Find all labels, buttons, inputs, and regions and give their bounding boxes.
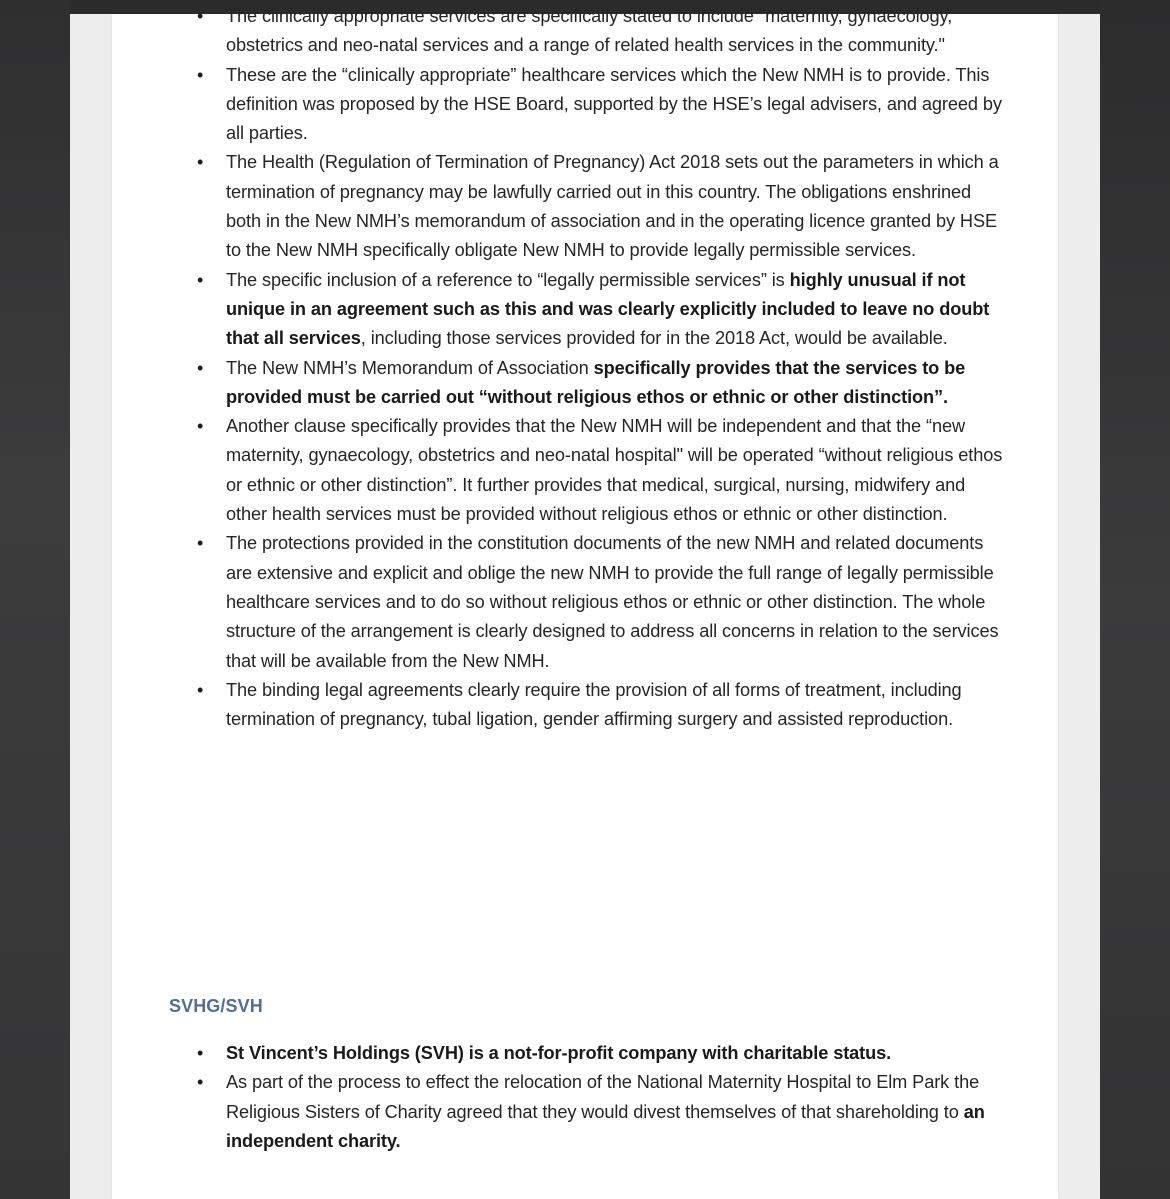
bullet-item [112,1039,1058,1068]
bullet-item [112,1068,1058,1156]
bullet-item [112,61,1058,149]
bullet-text-segment: The specific inclusion of a reference to “legally permissible services” is [226,269,790,290]
bullet-item [112,529,1058,675]
bullet-item [112,412,1058,529]
bullet-text-segment: , including those services provided for in the 2018 Act, would be available. [360,328,948,349]
bullet-item [112,148,1058,265]
bullet-list [112,2,1058,734]
bullet-text-segment: The clinically appropriate services are specifically stated to include "maternity, gynaecology, obstetrics and neo-natal services and a range of related health services in the community." [226,6,953,56]
bullet-text-segment: The New NMH’s Memorandum of Association [226,357,594,378]
bullet-item [112,266,1058,354]
background-left-margin [0,0,70,1199]
bullet-text-segment: As part of the process to effect the relocation of the National Maternity Hospital to Elm Park the Religious Sisters of Charity agreed that they would divest themselves of that shareholding to [226,1072,980,1122]
bullet-item [112,354,1058,413]
section-bullet-list [112,1039,1058,1156]
bullet-item [112,676,1058,735]
bullet-text-segment: Another clause specifically provides that the New NMH will be independent and that the “new maternity, gynaecology, obstetrics and neo-natal hospital" will be operated “without religious ethos or ethnic or other distinction”. It further provides that medical, surgical, nursing, midwifery and other health services must be provided without religious ethos or ethnic or other distinction. [226,416,1003,525]
bullet-bold-segment: specifically provides that the services to be provided must be carried out “without religious ethos or ethnic or other distinction”. [226,357,966,407]
section-heading: SVHG/SVH [169,996,263,1016]
bullet-text-segment: The Health (Regulation of Termination of Pregnancy) Act 2018 sets out the parameters in which a termination of pregnancy may be lawfully carried out in this country. The obligations enshrined both in the New NMH’s memorandum of association and in the operating licence granted by HSE to the New NMH specifically obligate New NMH to provide legally permissible services. [226,152,999,261]
bullet-bold-segment: an independent charity. [226,1101,985,1151]
bullet-text-segment: The protections provided in the constitution documents of the new NMH and related documents are extensive and explicit and oblige the new NMH to provide the full range of legally permissible healthcare services and to do so without religious ethos or ethnic or other distinction. The whole structure of the arrangement is clearly designed to address all concerns in relation to the services that will be available from the New NMH. [226,533,999,671]
bullet-text-segment: These are the “clinically appropriate” healthcare services which the New NMH is to provide. This definition was proposed by the HSE Board, supported by the HSE’s legal advisers, and agreed by all parties. [226,64,1002,144]
bullet-item [112,2,1058,61]
document-page [112,6,1058,1199]
bullet-bold-segment: St Vincent’s Holdings (SVH) is a not-for-profit company with charitable status. [226,1043,892,1063]
bullet-text-segment: The binding legal agreements clearly require the provision of all forms of treatment, including termination of pregnancy, tubal ligation, gender affirming surgery and assisted reproduction. [226,679,962,730]
bullet-bold-segment: highly unusual if not unique in an agreement such as this and was clearly explicitly included to leave no doubt that all services [226,269,990,349]
background-right-margin [1100,0,1170,1199]
